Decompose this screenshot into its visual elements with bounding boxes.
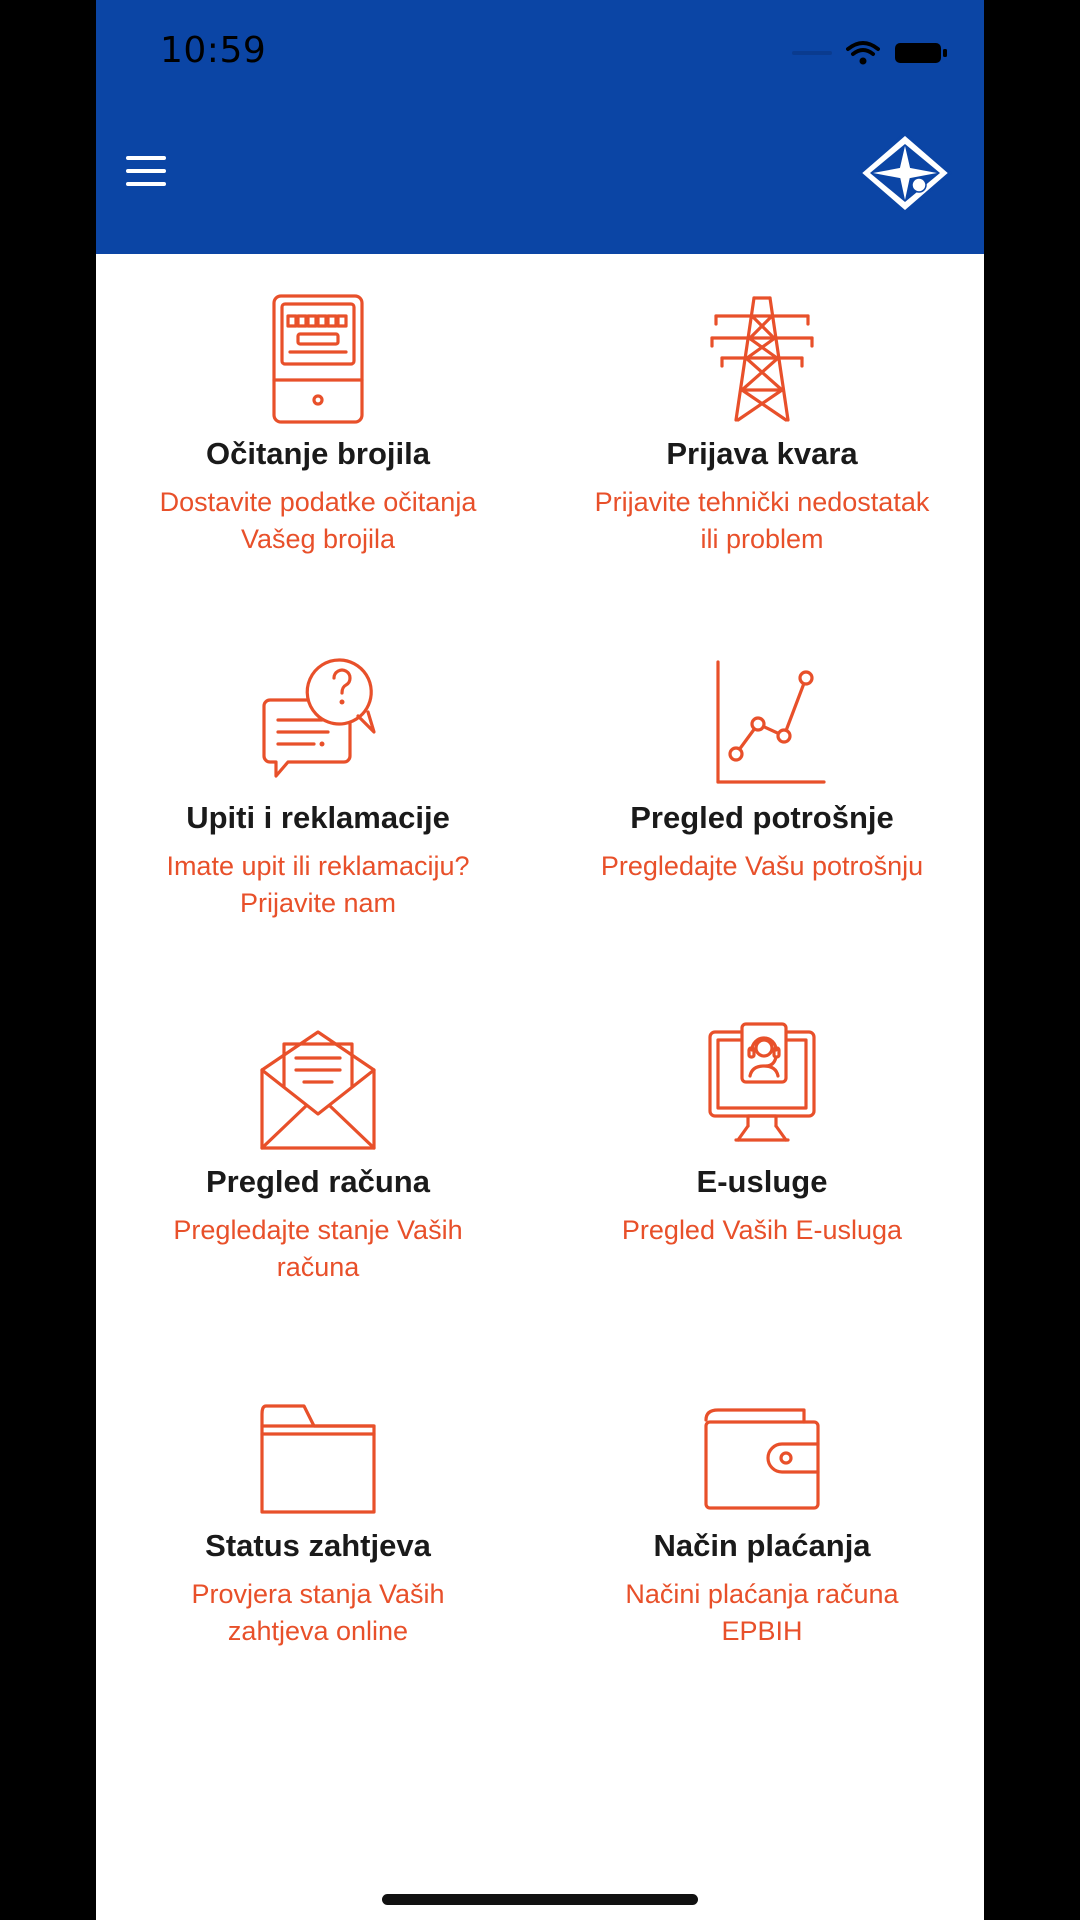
tile-status-zahtjeva[interactable]	[96, 1386, 540, 1650]
status-time: 10:59	[160, 30, 267, 71]
tile-nacin-placanja[interactable]	[540, 1386, 984, 1650]
tile-title: Način plaćanja	[653, 1528, 871, 1563]
tile-pregled-racuna[interactable]	[96, 1022, 540, 1286]
tile-upiti-reklamacije[interactable]	[96, 658, 540, 922]
tile-title: Status zahtjeva	[205, 1528, 431, 1563]
tile-ocitanje-brojila[interactable]	[96, 294, 540, 558]
tile-prijava-kvara[interactable]	[540, 294, 984, 558]
status-icons	[792, 36, 948, 70]
chat-question-icon	[248, 658, 388, 788]
tile-description: Prijavite tehnički nedostatak ili problem	[594, 487, 930, 554]
tile-description: Pregledajte stanje Vaših računa	[173, 1215, 463, 1282]
tile-description: Dostavite podatke očitanja Vašeg brojila	[159, 487, 477, 554]
envelope-letter-icon	[248, 1022, 388, 1152]
hamburger-menu-icon[interactable]	[126, 156, 166, 188]
tile-title: Upiti i reklamacije	[186, 800, 450, 835]
app-header	[96, 0, 984, 254]
tile-pregled-potrosnje[interactable]	[540, 658, 984, 885]
tile-title: Očitanje brojila	[206, 436, 430, 471]
tile-description: Pregled Vaših E-usluga	[621, 1215, 903, 1245]
wifi-icon	[846, 40, 880, 66]
monitor-support-icon	[692, 1022, 832, 1152]
tile-title: Pregled potrošnje	[630, 800, 894, 835]
wallet-icon	[692, 1386, 832, 1516]
tile-description: Načini plaćanja računa EPBIH	[625, 1579, 899, 1646]
power-pylon-icon	[692, 294, 832, 424]
tile-e-usluge[interactable]	[540, 1022, 984, 1249]
cellular-signal-icon	[792, 51, 832, 55]
tile-title: E-usluge	[696, 1164, 828, 1199]
line-chart-icon	[692, 658, 832, 788]
tile-title: Pregled računa	[206, 1164, 430, 1199]
tile-description: Imate upit ili reklamaciju? Prijavite nam	[166, 851, 470, 918]
folder-icon	[248, 1386, 388, 1516]
app-screen	[96, 0, 984, 1920]
epbih-logo-icon	[858, 132, 952, 214]
tile-description: Provjera stanja Vaših zahtjeva online	[191, 1579, 445, 1646]
electricity-meter-icon	[248, 294, 388, 424]
tile-title: Prijava kvara	[666, 436, 858, 471]
home-indicator[interactable]	[382, 1894, 698, 1905]
battery-icon	[894, 40, 948, 66]
tile-description: Pregledajte Vašu potrošnju	[600, 851, 924, 881]
